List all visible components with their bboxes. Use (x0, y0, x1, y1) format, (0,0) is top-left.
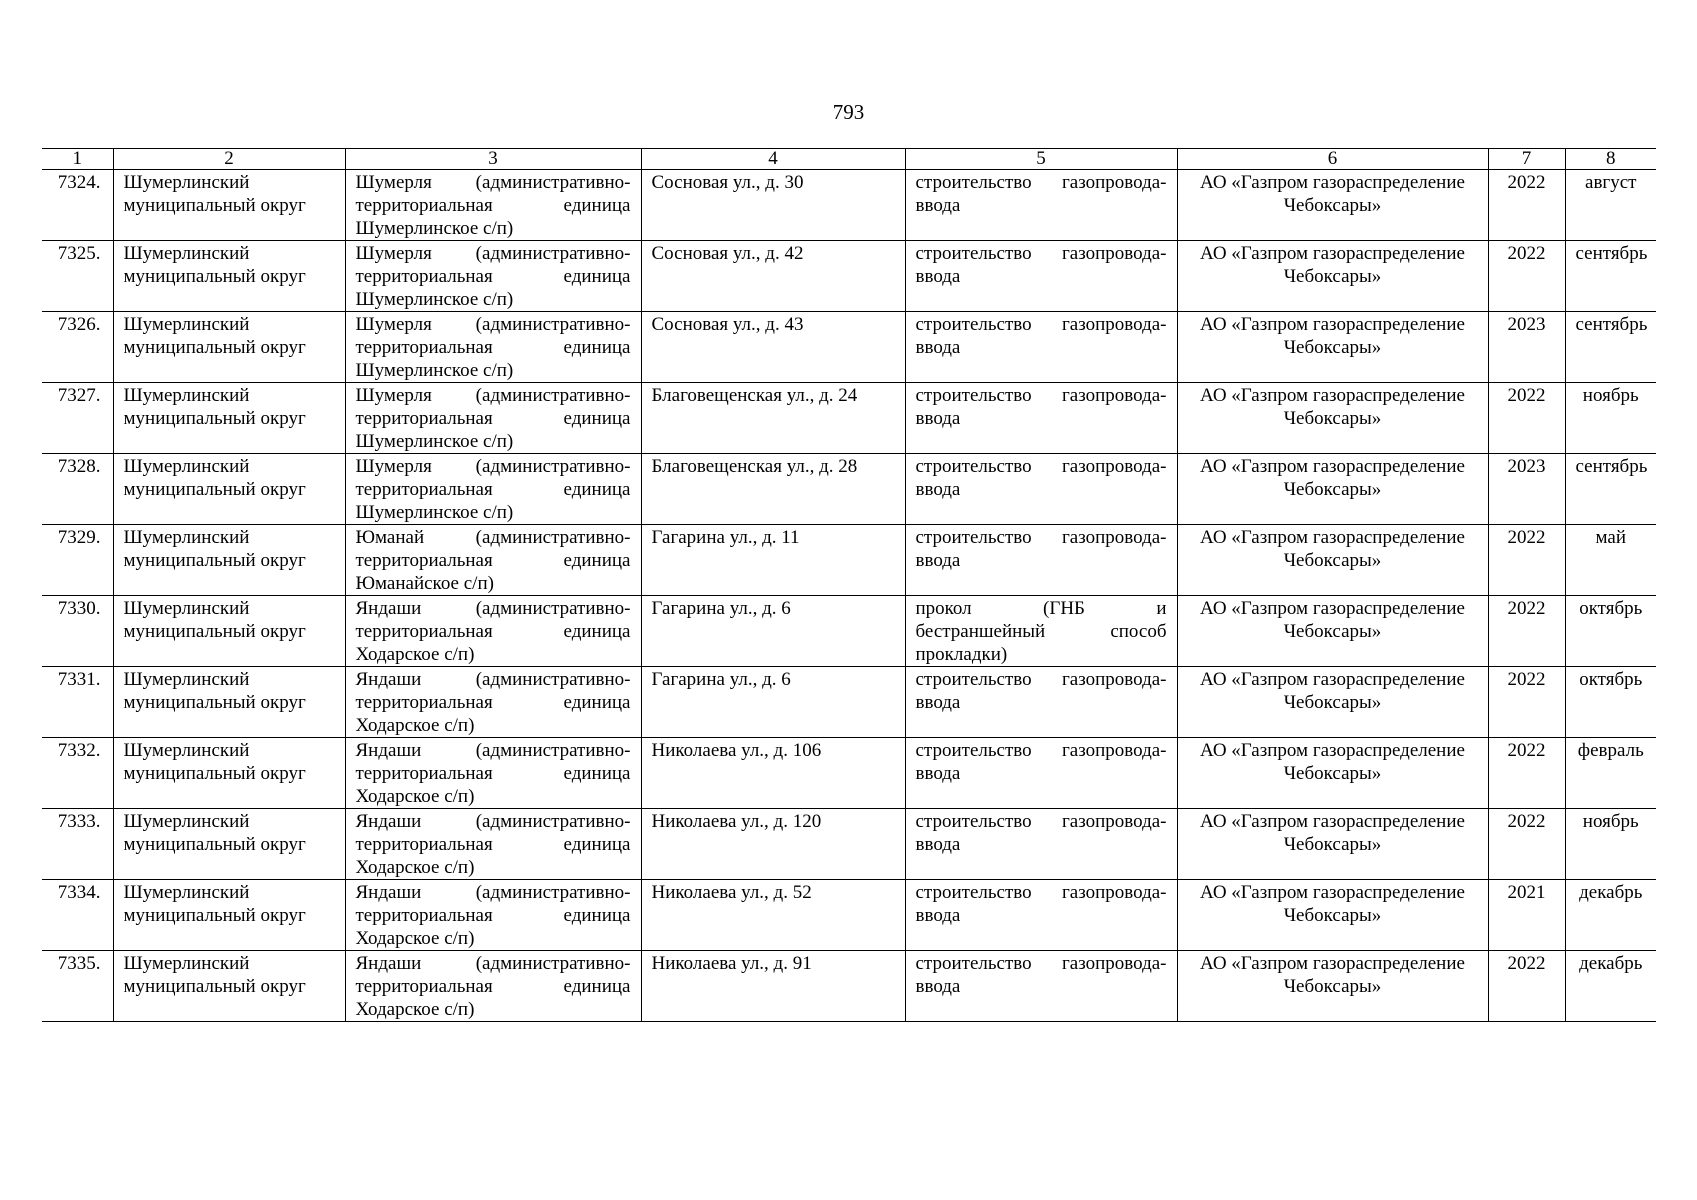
month-cell: сентябрь (1565, 241, 1656, 312)
settlement-cell: Яндаши (административно-территориальная единица Ходарское с/п) (345, 880, 641, 951)
year-cell: 2022 (1488, 170, 1565, 241)
year-cell: 2021 (1488, 880, 1565, 951)
organization-cell: АО «Газпром газораспределение Чебоксары» (1177, 596, 1488, 667)
settlement-cell: Яндаши (административно-территориальная единица Ходарское с/п) (345, 667, 641, 738)
table-row (42, 525, 1656, 596)
year-cell: 2022 (1488, 951, 1565, 1022)
table-row (42, 454, 1656, 525)
year-cell: 2022 (1488, 667, 1565, 738)
table-row (42, 312, 1656, 383)
column-number: 7 (1488, 149, 1565, 170)
address-cell: Благовещенская ул., д. 28 (641, 454, 905, 525)
district-cell: Шумерлинский муниципальный округ (113, 951, 345, 1022)
row-number: 7325. (42, 241, 113, 312)
settlement-cell: Шумерля (административно-территориальная единица Шумерлинское с/п) (345, 454, 641, 525)
row-number: 7335. (42, 951, 113, 1022)
work-type-cell: строительство газопровода-ввода (905, 951, 1177, 1022)
month-cell: август (1565, 170, 1656, 241)
district-cell: Шумерлинский муниципальный округ (113, 738, 345, 809)
register-table (42, 148, 1656, 1022)
district-cell: Шумерлинский муниципальный округ (113, 809, 345, 880)
table-row (42, 738, 1656, 809)
year-cell: 2022 (1488, 596, 1565, 667)
address-cell: Сосновая ул., д. 42 (641, 241, 905, 312)
year-cell: 2022 (1488, 241, 1565, 312)
work-type-cell: строительство газопровода-ввода (905, 241, 1177, 312)
row-number: 7328. (42, 454, 113, 525)
column-number: 1 (42, 149, 113, 170)
work-type-cell: строительство газопровода-ввода (905, 454, 1177, 525)
settlement-cell: Шумерля (административно-территориальная единица Шумерлинское с/п) (345, 312, 641, 383)
row-number: 7333. (42, 809, 113, 880)
year-cell: 2022 (1488, 738, 1565, 809)
year-cell: 2023 (1488, 454, 1565, 525)
row-number: 7329. (42, 525, 113, 596)
month-cell: декабрь (1565, 880, 1656, 951)
column-number: 5 (905, 149, 1177, 170)
year-cell: 2022 (1488, 525, 1565, 596)
organization-cell: АО «Газпром газораспределение Чебоксары» (1177, 241, 1488, 312)
table-row (42, 170, 1656, 241)
settlement-cell: Шумерля (административно-территориальная единица Шумерлинское с/п) (345, 241, 641, 312)
organization-cell: АО «Газпром газораспределение Чебоксары» (1177, 383, 1488, 454)
organization-cell: АО «Газпром газораспределение Чебоксары» (1177, 170, 1488, 241)
table-row (42, 667, 1656, 738)
month-cell: ноябрь (1565, 383, 1656, 454)
district-cell: Шумерлинский муниципальный округ (113, 241, 345, 312)
district-cell: Шумерлинский муниципальный округ (113, 383, 345, 454)
row-number: 7330. (42, 596, 113, 667)
address-cell: Сосновая ул., д. 43 (641, 312, 905, 383)
row-number: 7326. (42, 312, 113, 383)
year-cell: 2022 (1488, 383, 1565, 454)
address-cell: Николаева ул., д. 120 (641, 809, 905, 880)
month-cell: октябрь (1565, 667, 1656, 738)
work-type-cell: строительство газопровода-ввода (905, 312, 1177, 383)
month-cell: ноябрь (1565, 809, 1656, 880)
organization-cell: АО «Газпром газораспределение Чебоксары» (1177, 525, 1488, 596)
work-type-cell: строительство газопровода-ввода (905, 383, 1177, 454)
row-number: 7334. (42, 880, 113, 951)
table-row (42, 951, 1656, 1022)
organization-cell: АО «Газпром газораспределение Чебоксары» (1177, 738, 1488, 809)
organization-cell: АО «Газпром газораспределение Чебоксары» (1177, 667, 1488, 738)
district-cell: Шумерлинский муниципальный округ (113, 170, 345, 241)
work-type-cell: строительство газопровода-ввода (905, 809, 1177, 880)
column-number: 8 (1565, 149, 1656, 170)
address-cell: Николаева ул., д. 91 (641, 951, 905, 1022)
work-type-cell: строительство газопровода-ввода (905, 880, 1177, 951)
table-row (42, 880, 1656, 951)
month-cell: октябрь (1565, 596, 1656, 667)
table-row (42, 596, 1656, 667)
district-cell: Шумерлинский муниципальный округ (113, 525, 345, 596)
organization-cell: АО «Газпром газораспределение Чебоксары» (1177, 454, 1488, 525)
month-cell: сентябрь (1565, 454, 1656, 525)
work-type-cell: строительство газопровода-ввода (905, 170, 1177, 241)
work-type-cell: строительство газопровода-ввода (905, 738, 1177, 809)
table-row (42, 383, 1656, 454)
work-type-cell: строительство газопровода-ввода (905, 667, 1177, 738)
settlement-cell: Шумерля (административно-территориальная единица Шумерлинское с/п) (345, 170, 641, 241)
table-row (42, 241, 1656, 312)
settlement-cell: Яндаши (административно-территориальная единица Ходарское с/п) (345, 738, 641, 809)
month-cell: декабрь (1565, 951, 1656, 1022)
organization-cell: АО «Газпром газораспределение Чебоксары» (1177, 312, 1488, 383)
work-type-cell: строительство газопровода-ввода (905, 525, 1177, 596)
month-cell: сентябрь (1565, 312, 1656, 383)
address-cell: Благовещенская ул., д. 24 (641, 383, 905, 454)
year-cell: 2023 (1488, 312, 1565, 383)
address-cell: Гагарина ул., д. 6 (641, 667, 905, 738)
settlement-cell: Яндаши (административно-территориальная единица Ходарское с/п) (345, 951, 641, 1022)
organization-cell: АО «Газпром газораспределение Чебоксары» (1177, 951, 1488, 1022)
settlement-cell: Яндаши (административно-территориальная единица Ходарское с/п) (345, 596, 641, 667)
row-number: 7332. (42, 738, 113, 809)
settlement-cell: Юманай (административно-территориальная единица Юманайское с/п) (345, 525, 641, 596)
address-cell: Гагарина ул., д. 6 (641, 596, 905, 667)
address-cell: Сосновая ул., д. 30 (641, 170, 905, 241)
district-cell: Шумерлинский муниципальный округ (113, 880, 345, 951)
month-cell: февраль (1565, 738, 1656, 809)
column-number: 6 (1177, 149, 1488, 170)
year-cell: 2022 (1488, 809, 1565, 880)
row-number: 7327. (42, 383, 113, 454)
address-cell: Николаева ул., д. 52 (641, 880, 905, 951)
organization-cell: АО «Газпром газораспределение Чебоксары» (1177, 809, 1488, 880)
settlement-cell: Шумерля (административно-территориальная единица Шумерлинское с/п) (345, 383, 641, 454)
district-cell: Шумерлинский муниципальный округ (113, 667, 345, 738)
table-row (42, 809, 1656, 880)
address-cell: Николаева ул., д. 106 (641, 738, 905, 809)
row-number: 7324. (42, 170, 113, 241)
district-cell: Шумерлинский муниципальный округ (113, 454, 345, 525)
column-number-row (42, 149, 1656, 170)
column-number: 4 (641, 149, 905, 170)
column-number: 3 (345, 149, 641, 170)
column-number: 2 (113, 149, 345, 170)
month-cell: май (1565, 525, 1656, 596)
settlement-cell: Яндаши (административно-территориальная единица Ходарское с/п) (345, 809, 641, 880)
district-cell: Шумерлинский муниципальный округ (113, 596, 345, 667)
row-number: 7331. (42, 667, 113, 738)
work-type-cell: прокол (ГНБ и бестраншейный способ прокладки) (905, 596, 1177, 667)
district-cell: Шумерлинский муниципальный округ (113, 312, 345, 383)
address-cell: Гагарина ул., д. 11 (641, 525, 905, 596)
organization-cell: АО «Газпром газораспределение Чебоксары» (1177, 880, 1488, 951)
page-number: 793 (832, 100, 865, 124)
